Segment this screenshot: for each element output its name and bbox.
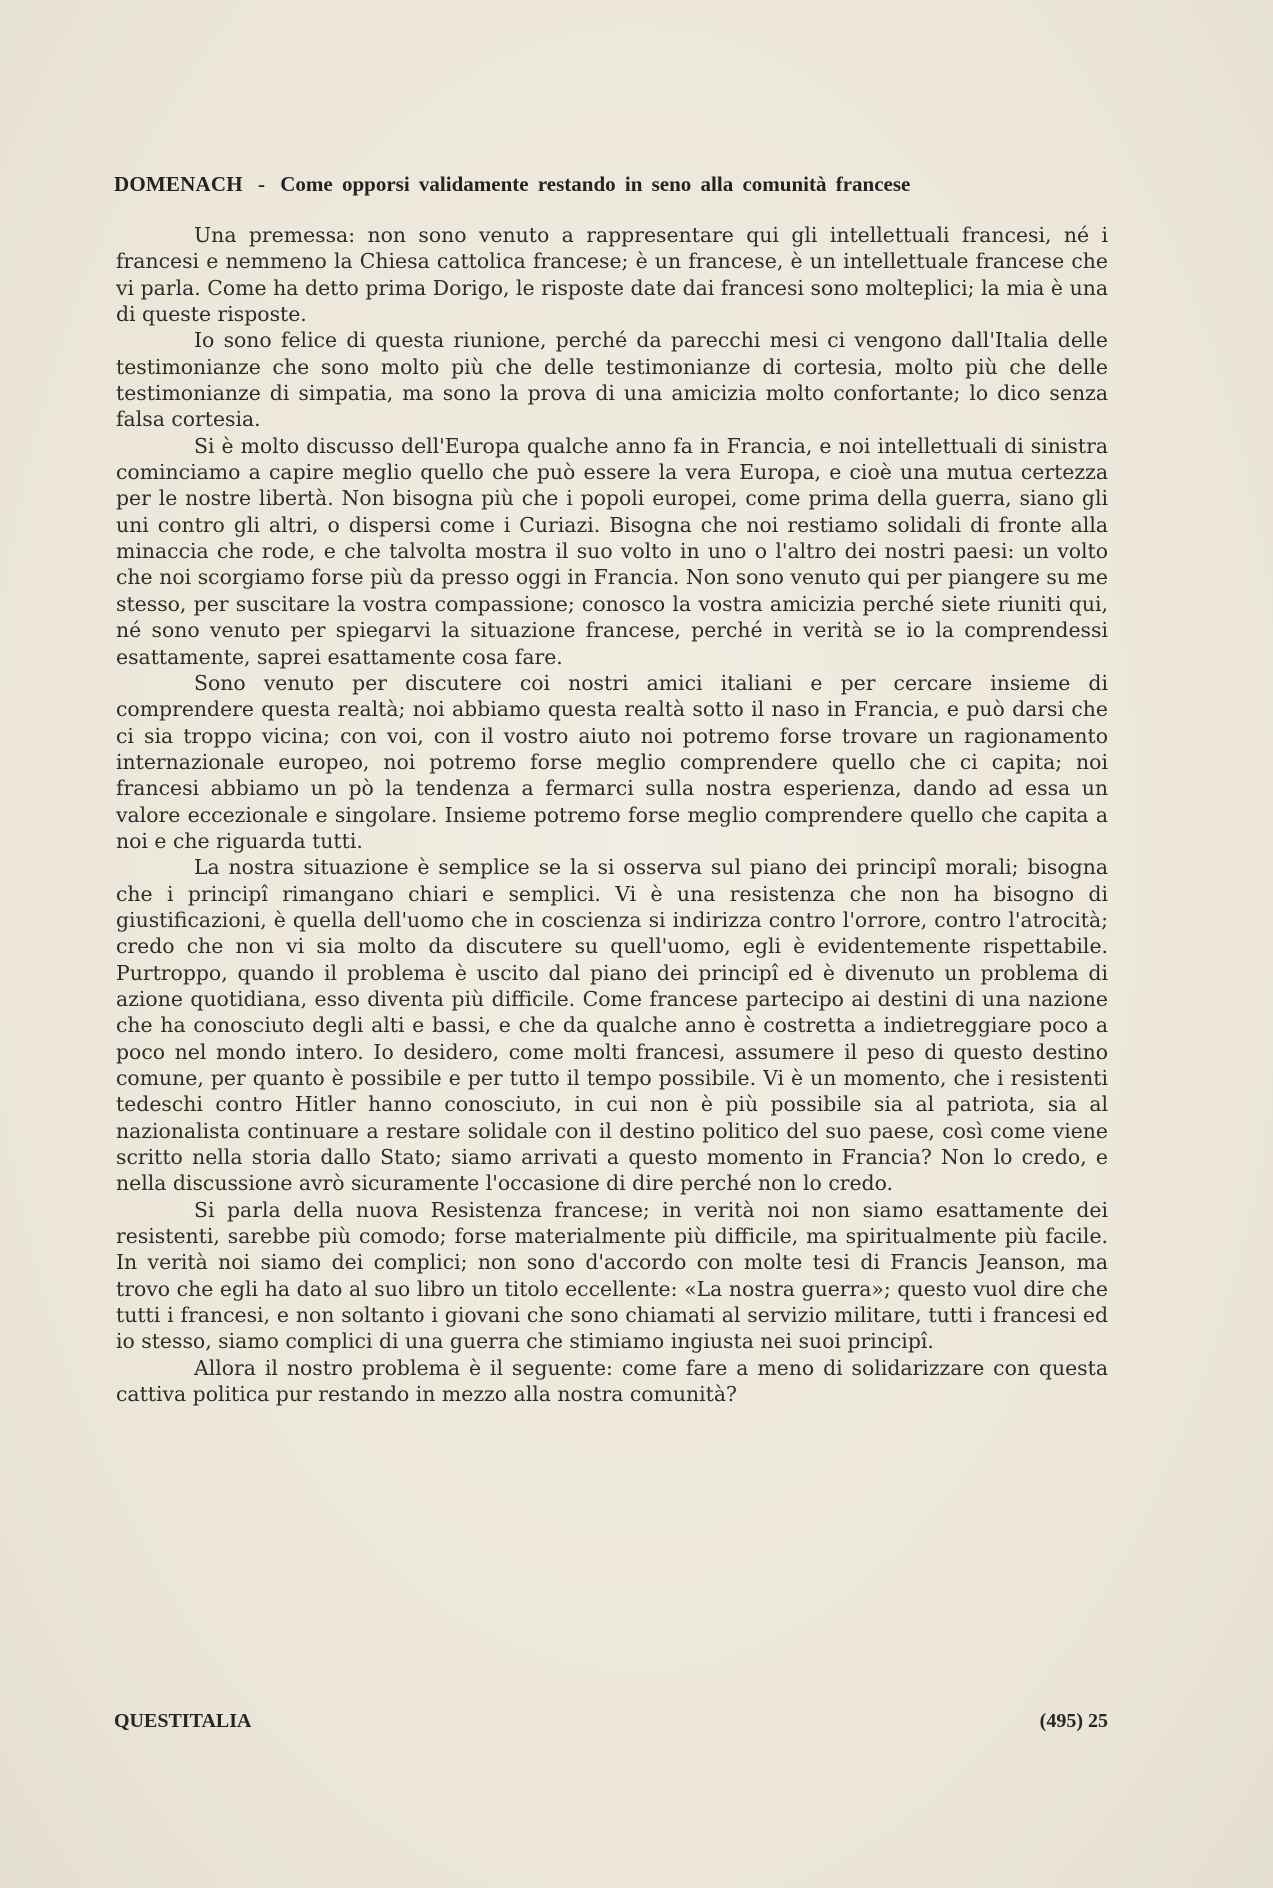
paragraph-4: Sono venuto per discutere coi nostri amici italiani e per cercare insieme di comprendere questa realtà; noi abbiamo questa realtà sotto il naso in Francia, e può darsi che ci sia troppo vicina; con voi, con il vostro aiuto noi potremo forse trovare un ragionamento internazionale europeo, noi potremo forse meglio comprendere quello che ci capita; noi francesi abbiamo un pò la tendenza a fermarci sulla nostra esperienza, dando ad essa un valore eccezionale e singolare. Insieme potremo forse meglio comprendere quello che capita a noi e che riguarda tutti. [116, 670, 1108, 853]
running-header [114, 172, 1108, 197]
paragraph-2: Io sono felice di questa riunione, perché da parecchi mesi ci vengono dall'Italia delle testimonianze che sono molto più che delle testimonianze di cortesia, molto più che delle testimonianze di simpatia, ma sono la prova di una amicizia molto confortante; lo dico senza falsa cortesia. [116, 328, 1108, 432]
footer-page-number: (495) 25 [1039, 1710, 1108, 1732]
paragraph-1: Una premessa: non sono venuto a rappresentare qui gli intellettuali francesi, né i francesi e nemmeno la Chiesa cattolica francese; è un francese, è un intellettuale francese che vi parla. Come ha detto prima Dorigo, le risposte date dai francesi sono molteplici; la mia è una di queste risposte. [116, 223, 1108, 327]
paragraph-5: La nostra situazione è semplice se la si osserva sul piano dei principî morali; bisogna che i principî rimangano chiari e semplici. Vi è una resistenza che non ha bisogno di giustificazioni, è quella dell'uomo che in coscienza si indirizza contro l'orrore, contro l'atrocità; credo che non vi sia molto da discutere su quell'uomo, egli è evidentemente rispettabile. Purtroppo, quando il problema è uscito dal piano dei principî ed è divenuto un problema di azione quotidiana, esso diventa più difficile. Come francese partecipo ai destini di una nazione che ha conosciuto degli alti e bassi, e che da qualche anno è costretta a indietreggiare poco a poco nel mondo intero. Io desidero, come molti francesi, assumere il peso di questo destino comune, per quanto è possibile e per tutto il tempo possibile. Vi è un momento, che i resistenti tedeschi contro Hitler hanno conosciuto, in cui non è più possibile sia al patriota, sia al nazionalista continuare a restare solidale con il destino politico del suo paese, così come viene scritto nella storia dallo Stato; siamo arrivati a questo momento in Francia? Non lo credo, e nella discussione avrò sicuramente l'occasione di dire perché non lo credo. [116, 855, 1108, 1196]
paragraph-6: Si parla della nuova Resistenza francese; in verità noi non siamo esattamente dei resistenti, sarebbe più comodo; forse materialmente più difficile, ma spiritualmente più facile. In verità noi siamo dei complici; non sono d'accordo con molte tesi di Francis Jeanson, ma trovo che egli ha dato al suo libro un titolo eccellente: «La nostra guerra»; questo vuol dire che tutti i francesi, e non soltanto i giovani che sono chiamati al servizio militare, tutti i francesi ed io stesso, siamo complici di una guerra che stimiamo ingiusta nei suoi principî. [116, 1197, 1108, 1354]
article-body [116, 222, 1108, 1407]
header-separator: - [258, 172, 266, 196]
paragraph-7: Allora il nostro problema è il seguente: come fare a meno di solidarizzare con questa cattiva politica pur restando in mezzo alla nostra comunità? [116, 1355, 1108, 1407]
footer-journal-name: QUESTITALIA [114, 1710, 252, 1732]
header-title: Come opporsi validamente restando in seno alla comunità francese [280, 172, 911, 196]
header-author: DOMENACH [114, 172, 243, 196]
paragraph-3: Si è molto discusso dell'Europa qualche anno fa in Francia, e noi intellettuali di sinistra cominciamo a capire meglio quello che può essere la vera Europa, e cioè una mutua certezza per le nostre libertà. Non bisogna più che i popoli europei, come prima della guerra, siano gli uni contro gli altri, o dispersi come i Curiazi. Bisogna che noi restiamo solidali di fronte alla minaccia che rode, e che talvolta mostra il suo volto in uno o l'altro dei nostri paesi: un volto che noi scorgiamo forse più da presso oggi in Francia. Non sono venuto qui per piangere su me stesso, per suscitare la vostra compassione; conosco la vostra amicizia perché siete riuniti qui, né sono venuto per spiegarvi la situazione francese, perché in verità se io la comprendessi esattamente, saprei esattamente cosa fare. [116, 433, 1108, 669]
